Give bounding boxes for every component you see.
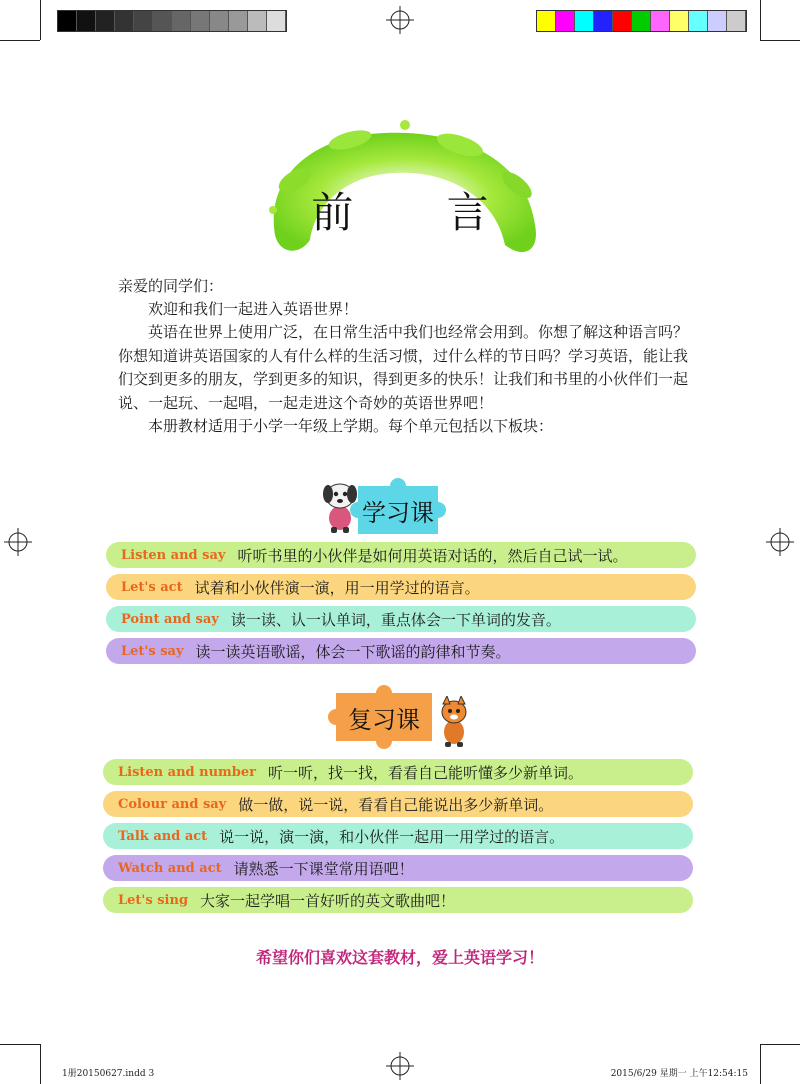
cartoon-fox-mascot-icon (434, 696, 474, 748)
activity-description: 读一读、认一认单词，重点体会一下单词的发音。 (230, 610, 561, 629)
activity-row (103, 759, 693, 785)
registration-mark-icon (386, 1052, 414, 1080)
cmyk-color-bar (536, 10, 747, 32)
activity-description: 请熟悉一下课堂常用语吧！ (233, 859, 414, 878)
activity-description: 大家一起学唱一首好听的英文歌曲吧！ (200, 891, 456, 910)
activity-description: 试着和小伙伴演一演，用一用学过的语言。 (194, 578, 480, 597)
activity-row (106, 574, 696, 600)
activity-description: 做一做，说一说，看看自己能说出多少新单词。 (238, 795, 554, 814)
activity-description: 读一读英语歌谣，体会一下歌谣的韵律和节奏。 (195, 642, 511, 661)
activity-row (106, 606, 696, 632)
closing-slogan: 希望你们喜欢这套教材，爱上英语学习！ (255, 948, 544, 967)
learn-heading-label: 学习课 (362, 498, 434, 527)
activity-description: 说一说，演一演，和小伙伴一起用一用学过的语言。 (219, 827, 565, 846)
activity-name: Watch and act (118, 860, 222, 876)
activity-name: Let's sing (118, 892, 189, 908)
activity-row (103, 855, 693, 881)
registration-mark-icon (766, 528, 794, 556)
activity-row (103, 823, 693, 849)
intro-paragraph-2: 本册教材适用于小学一年级上学期。每个单元包括以下板块： (148, 417, 554, 435)
activity-row (106, 542, 696, 568)
activity-name: Let's act (121, 579, 183, 595)
review-lesson-heading (336, 693, 432, 741)
activity-name: Let's say (121, 643, 184, 659)
registration-mark-icon (386, 6, 414, 34)
welcome-line: 欢迎和我们一起进入英语世界！ (148, 300, 359, 318)
activity-name: Listen and say (121, 547, 226, 563)
activity-name: Listen and number (118, 764, 257, 780)
greeting: 亲爱的同学们： (118, 277, 224, 295)
print-slug-file: 1册20150627.indd 3 (62, 1069, 155, 1079)
activity-description: 听一听，找一找，看看自己能听懂多少新单词。 (268, 763, 584, 782)
activity-name: Point and say (121, 611, 219, 627)
activity-description: 听听书里的小伙伴是如何用英语对话的，然后自己试一试。 (237, 546, 628, 565)
print-slug-timestamp: 2015/6/29 星期一 上午12:54:15 (610, 1069, 748, 1079)
activity-row (106, 638, 696, 664)
review-heading-label: 复习课 (348, 705, 420, 734)
activity-name: Talk and act (118, 828, 208, 844)
grayscale-color-bar (57, 10, 287, 32)
registration-mark-icon (4, 528, 32, 556)
learn-lesson-heading (358, 486, 438, 534)
activity-name: Colour and say (118, 796, 227, 812)
activity-row (103, 791, 693, 817)
intro-paragraph: 英语在世界上使用广泛，在日常生活中我们也经常会用到。你想了解这种语言吗？你想知道讲英语国家的人有什么样的生活习惯，过什么样的节日吗？学习英语，能让我们交到更多的朋友，学到更多的知识，得到更多的快乐！让我们和书里的小伙伴们一起说、一起玩、一起唱，一起走进这个奇妙的英语世界吧！ (118, 323, 689, 412)
activity-row (103, 887, 693, 913)
page-title: 前 言 (311, 188, 529, 237)
